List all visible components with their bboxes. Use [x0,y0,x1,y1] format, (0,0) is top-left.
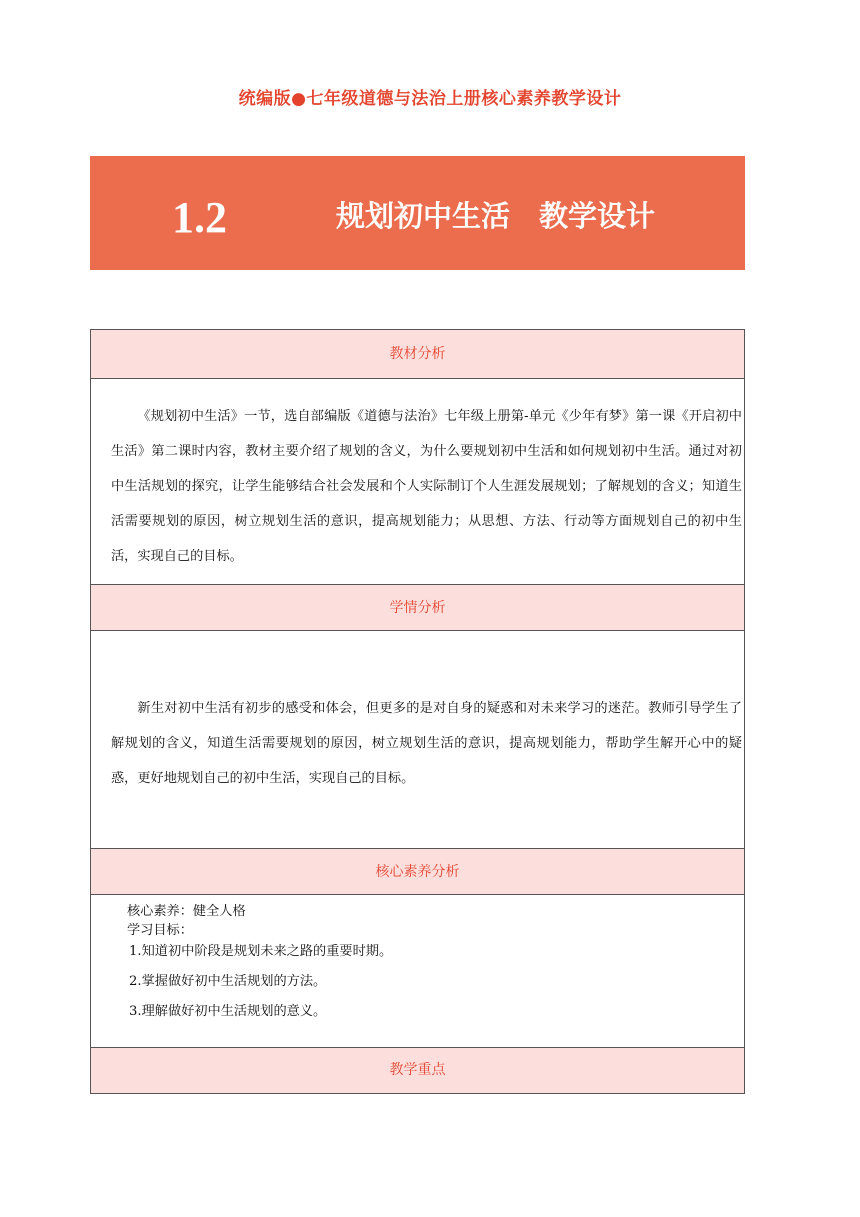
core-literacy-line: 核心素养：健全人格 [127,904,246,919]
student-analysis-text: 新生对初中生活有初步的感受和体会，但更多的是对自身的疑惑和对未来学习的迷茫。教师引导学生了解规划的含义，知道生活需要规划的原因，树立规划生活的意识，提高规划能力，帮助学生解开心中的疑惑，更好地规划自己的初中生活，实现自己的目标。 [111,701,742,786]
section-body-core-literacy [91,895,744,1048]
title-banner [90,156,745,270]
document-header: 统编版●七年级道德与法治上册核心素养教学设计 [238,89,622,109]
learning-goals-list [127,937,744,1027]
section-heading-core-literacy: 核心素养分析 [91,849,744,895]
section-body-material-analysis [91,379,744,585]
lesson-number: 1.2 [172,193,227,242]
section-heading-material-analysis: 教材分析 [91,330,744,379]
section-body-student-analysis [91,631,744,849]
lesson-title: 规划初中生活 教学设计 [336,199,656,233]
learning-goal-item: 1.知道初中阶段是规划未来之路的重要时期。 [129,944,393,959]
learning-goal-item: 2.掌握做好初中生活规划的方法。 [129,974,327,989]
section-heading-teaching-focus: 教学重点 [91,1048,744,1093]
learning-goal-item: 3.理解做好初中生活规划的意义。 [129,1004,327,1019]
section-heading-student-analysis: 学情分析 [91,585,744,631]
lesson-design-table [90,329,745,1094]
material-analysis-text: 《规划初中生活》一节，选自部编版《道德与法治》七年级上册第-单元《少年有梦》第一课《开启初中生活》第二课时内容，教材主要介绍了规划的含义，为什么要规划初中生活和如何规划初中生活。通过对初中生活规划的探究，让学生能够结合社会发展和个人实际制订个人生涯发展规划；了解规划的含义；知道生活需要规划的原因，树立规划生活的意识，提高规划能力；从思想、方法、行动等方面规划自己的初中生活，实现自己的目标。 [111,409,742,564]
learning-goals-label: 学习目标： [127,923,193,938]
